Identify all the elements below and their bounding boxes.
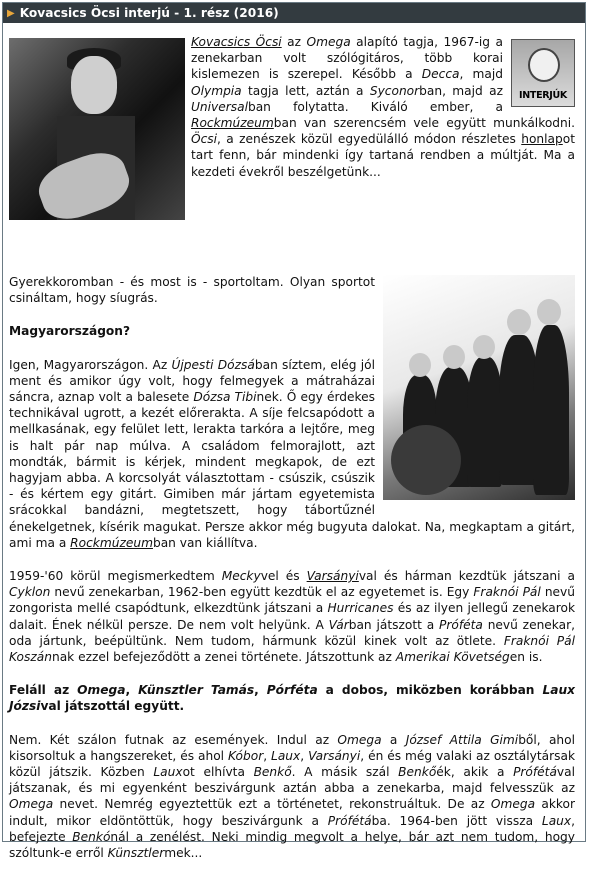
text-run: Künsztler Tamás — [138, 683, 255, 698]
text-run: Mecky — [221, 569, 261, 584]
text-run: Prófétá — [327, 813, 372, 828]
text-run: , — [254, 683, 267, 698]
text-run: Omega — [77, 683, 126, 698]
text-run: Omega — [9, 797, 54, 812]
text-run: , — [263, 748, 272, 763]
text-run: ot elhívta — [182, 765, 254, 780]
text-run: Öcsi — [191, 132, 218, 147]
text-run: Hurricanes — [327, 601, 394, 616]
text-run: val játszanak, és mi egyenként beszivárgunk aztán abba a zenekarba, majd felvesszük az — [9, 765, 575, 796]
text-run: akkor indult, mikor eldöntöttük, hogy beszivárgunk a — [9, 797, 575, 828]
answer-paragraph-3 — [9, 568, 575, 665]
text-run: tagja lett, aztán a — [241, 83, 370, 98]
text-run: Dózsa Tibi — [193, 390, 257, 405]
badge-label: INTERJÚK — [519, 89, 567, 101]
text-run: az — [281, 35, 307, 49]
title-bullet-icon: ▶ — [7, 7, 15, 19]
text-run: Nem. Két szálon futnak az események. Indul az — [9, 732, 338, 747]
text-run: nak ezzel befejeződött a zenei története. Játszottunk az — [51, 650, 396, 665]
text-run: Gyerekkoromban - és most is - sportoltam. Olyan sportot csináltam, hogy síugrás. — [9, 275, 375, 306]
text-run: Újpesti Dózsá — [171, 357, 255, 372]
text-run: Olympia — [191, 83, 242, 98]
band-photo — [383, 275, 575, 500]
text-run: ban, majd az — [419, 83, 503, 98]
text-run: nevű zenekarban, 1962-ben együtt kezdtük el az egyetemet is. Egy — [50, 585, 474, 600]
text-run: Benkő — [398, 765, 437, 780]
text-run: , a zenészek közül egyedülálló módon részletes — [217, 132, 522, 147]
text-run: Omega — [337, 732, 382, 747]
text-run: ban játszott a — [348, 617, 439, 632]
text-run: Magyarországon? — [9, 324, 131, 339]
inline-link[interactable]: Rockmúzeum — [191, 116, 274, 131]
text-run: ék, akik a — [436, 765, 514, 780]
text-run: ba. 1964-ben jött vissza — [371, 813, 542, 828]
text-run: ban folytatta. Kiváló ember, a — [247, 99, 503, 114]
text-run: Vár — [328, 617, 349, 632]
text-run: nevet. Nemrég egyeztettük ezt a történetet, rekonstruáltuk. De az — [53, 797, 491, 812]
inline-link[interactable]: Varsányi — [306, 569, 359, 584]
text-run: ban síztem, elég jól ment és amikor úgy volt, hogy felmegyek a mátraházai sáncra, aznap volt a balesete — [9, 357, 375, 405]
text-run: vel és — [260, 569, 307, 584]
text-run: a — [381, 732, 406, 747]
text-run: val és hárman kezdtük játszani a — [358, 569, 575, 584]
text-run: , én és még valaki az osztálytársak közül játszik. Közben — [9, 748, 576, 780]
text-run: Amerikai Követség — [395, 650, 510, 665]
text-run: ban van kiállítva. — [152, 535, 258, 550]
text-run: alapító tagja, 1967-ig a zenekarban volt szólógitáros, több korai kislemezen is szerepel. Később a — [191, 35, 503, 82]
question-2 — [9, 682, 575, 714]
text-run: ből, ahol kisorsoltuk a hangszereket, és ahol — [9, 732, 575, 763]
inline-link[interactable]: Kovacsics Öcsi — [191, 35, 282, 49]
text-run: , befejezte — [9, 813, 575, 844]
text-run: Feláll az — [9, 683, 78, 698]
article-content — [9, 34, 575, 878]
answer-paragraph-4 — [9, 732, 575, 862]
text-run: Laux — [271, 748, 301, 763]
text-run: és az ilyen jellegű zenekarok dalait. Ének nélkül persze. De nem volt helyünk. A — [9, 601, 576, 632]
text-run: nek. Ő egy érdekes technikával ugrott, a kezét előrerakta. A síje felcsapódott a mellkasának, egy felület lett, lerakta tarkóra a lejtőre, meg is halt pár nap múlva. A családom felmorajlott, azt mondták, bármit is kérjek, mindent megkapok, de ezt hagyjam abba. A korcsolyát választottam - csúszik, csúszik - és kértem egy gitárt. Gimiben már jártam egyetemista srácokkal bandázni, megtetszett, hogy tábortűznél énekelgetnek, kísérik magukat. Persze akkor még bugyuta dalokat. Na, megkaptam a gitárt, ami ma a — [9, 390, 575, 550]
text-run: Laux — [153, 765, 183, 780]
text-run: Igen, Magyarországon. Az — [9, 357, 172, 372]
article-title-bar — [3, 3, 585, 23]
text-run: Benkó — [72, 829, 111, 844]
text-run: val játszottál együtt. — [40, 699, 185, 714]
text-run: Decca — [421, 67, 460, 82]
text-run: Omega — [306, 35, 351, 49]
text-run: József Attila Gimi — [405, 732, 519, 747]
text-run: ot tart fenn, bár mindenki így tartaná rendben a múltját. Ma a kezdeti évekről beszélgetünk... — [191, 132, 575, 179]
text-run: Benkő — [253, 765, 292, 780]
text-run: nál a zenélést. Neki mindig megvolt a helye, bár azt nem tudom, hogy szóltunk-e erről — [9, 829, 575, 861]
text-run: , majd — [459, 67, 503, 82]
text-run: 1959-'60 körül megismerkedtem — [9, 569, 222, 584]
text-run: Próféta — [439, 617, 483, 632]
text-run: ban van szerencsém vele együtt munkálkodni. — [273, 116, 575, 131]
lightbulb-icon — [528, 48, 560, 82]
text-run: Künsztler — [107, 846, 165, 861]
text-run: Kóbor — [228, 748, 264, 763]
text-run: mek... — [164, 846, 203, 861]
text-run: , — [125, 683, 139, 698]
text-run: Laux Józsi — [9, 683, 575, 714]
text-run: a dobos, miközben korábban — [317, 683, 543, 698]
text-run: , — [300, 748, 309, 763]
text-run: . A másik szál — [291, 765, 399, 780]
text-run: Prófétá — [513, 765, 557, 780]
text-run: Fraknói Pál Koszán — [9, 633, 575, 665]
text-run: Laux — [541, 813, 572, 828]
text-run: Fraknói Pál — [473, 585, 541, 600]
inline-link[interactable]: honlap — [521, 132, 563, 147]
text-run: Universal — [191, 99, 248, 114]
portrait-photo — [9, 38, 185, 220]
text-run: Varsányi — [308, 748, 361, 763]
text-run: Omega — [490, 797, 536, 812]
text-run: Pórféta — [266, 683, 318, 698]
text-run: Syconor — [369, 83, 420, 98]
article-title: Kovacsics Öcsi interjú - 1. rész (2016) — [19, 6, 279, 20]
text-run: nevű zenekar, oda jártunk, beépültünk. Nem tudom, hármunk közül kinek volt az ötlete. — [9, 617, 575, 648]
interview-badge — [511, 39, 575, 107]
text-run: Cyklon — [9, 585, 51, 600]
text-run: en is. — [509, 650, 543, 665]
text-run: nevű zongorista mellé csapódtunk, elkezdtünk játszani a — [9, 585, 575, 616]
inline-link[interactable]: Rockmúzeum — [70, 535, 153, 550]
